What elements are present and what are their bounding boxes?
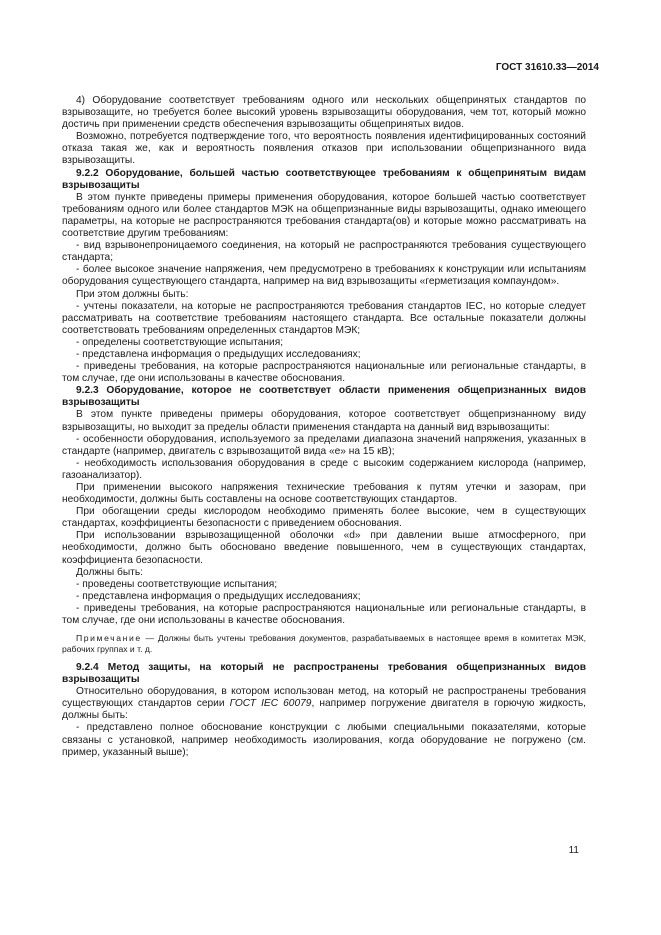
page-number: 11 bbox=[568, 845, 579, 856]
paragraph: При применении высокого напряжения технические требования к путям утечки и зазорам, при необходимости, должны быть составлены на основе соответствующих стандартов. bbox=[62, 482, 586, 506]
intro-text-end: , например погружение двигателя в горючую жидкость, должны быть: bbox=[62, 698, 587, 722]
list-item: - учтены показатели, на которые не распространяются требования стандартов IEC, но которые следует рассматривать на соответствие требованиям настоящего стандарта. Все остальные показатели должны соответствовать требованиям определенных стандартов МЭК; bbox=[62, 300, 586, 336]
section-heading-9-2-3: 9.2.3 Оборудование, которое не соответствует области применения общепризнанных видов взрывозащиты bbox=[62, 385, 586, 409]
paragraph bbox=[62, 686, 586, 722]
list-item: - более высокое значение напряжения, чем предусмотрено в требованиях к конструкции или испытаниям оборудования существующего стандарта, например на вид взрывозащиты «герметизация компаундом». bbox=[62, 264, 586, 288]
list-item: - особенности оборудования, используемого за пределами диапазона значений напряжения, указанных в стандарте (например, двигатель с взрывозащитой вида «е» на 15 кВ); bbox=[62, 433, 586, 457]
list-item: - вид взрывонепроницаемого соединения, на который не распространяются требования существующего стандарта; bbox=[62, 240, 586, 264]
paragraph: 4) Оборудование соответствует требованиям одного или нескольких общепринятых стандартов по взрывозащите, но требуется более высокий уровень взрывозащиты оборудования, чем тот, который можно достичь при применении средств обеспечения взрывозащиты общепринятых видов. bbox=[62, 95, 586, 131]
list-item: - представлено полное обоснование конструкции с любыми специальными показателями, которые связаны с установкой, например необходимость изолирования, когда оборудование не погружено (см. пример, указанный выше); bbox=[62, 722, 586, 758]
intro-text: Относительно оборудования, в котором использован метод, на который не распространены требования существующих стандартов серии bbox=[62, 686, 586, 710]
list-item: - приведены требования, на которые распространяются национальные или региональные стандарты, в том случае, где они использованы в качестве обоснования. bbox=[62, 361, 586, 385]
paragraph: Должны быть: bbox=[76, 566, 143, 578]
list-item: - представлена информация о предыдущих исследованиях; bbox=[76, 590, 361, 602]
paragraph: В этом пункте приведены примеры оборудования, которое соответствует общепризнанному виду взрывозащиты, но выходит за пределы области применения стандарта на данный вид взрывозащиты: bbox=[62, 409, 586, 433]
note-text: — Должны быть учтены требования документов, разрабатываемых в настоящее время в комитетах МЭК, рабочих группах и т. д. bbox=[62, 633, 586, 654]
paragraph: При этом должны быть: bbox=[76, 288, 189, 300]
list-item: - необходимость использования оборудования в среде с высоким содержанием кислорода (например, газоанализатор). bbox=[62, 457, 586, 481]
section-heading-9-2-4: 9.2.4 Метод защиты, на который не распространены требования общепризнанных видов взрывозащиты bbox=[62, 661, 586, 686]
standard-reference: ГОСТ IEC 60079 bbox=[229, 698, 312, 710]
page-body bbox=[62, 95, 586, 759]
note-label: Примечание bbox=[76, 633, 142, 644]
note bbox=[62, 633, 586, 654]
paragraph: При использовании взрывозащищенной оболочки «d» при давлении выше атмосферного, при необходимости, должно быть обосновано введение повышенного, чем в существующих стандартах, коэффициента безопасности. bbox=[62, 530, 586, 566]
paragraph: В этом пункте приведены примеры применения оборудования, которое большей частью соответствует требованиям одного или более стандартов МЭК на общепризнанные виды взрывозащиты, однако имеющего параметры, на которые не распространяются требования стандарта(ов) и которые можно рассматривать на соответствие другим требованиям: bbox=[62, 191, 586, 240]
list-item: - представлена информация о предыдущих исследованиях; bbox=[76, 348, 361, 360]
list-item: - определены соответствующие испытания; bbox=[76, 336, 284, 348]
list-item: - проведены соответствующие испытания; bbox=[76, 578, 278, 590]
paragraph: Возможно, потребуется подтверждение того, что вероятность появления идентифицированных состояний отказа такая же, как и вероятность появления отказов при использовании общепризнанного вида взрывозащиты. bbox=[62, 131, 586, 167]
document-header: ГОСТ 31610.33—2014 bbox=[495, 62, 599, 73]
list-item: - приведены требования, на которые распространяются национальные или региональные стандарты, в том случае, где они использованы в качестве обоснования. bbox=[62, 602, 586, 627]
paragraph: При обогащении среды кислородом необходимо применять более высокие, чем в существующих стандартах, коэффициенты безопасности с приведением обоснования. bbox=[62, 506, 586, 530]
section-heading-9-2-2: 9.2.2 Оборудование, большей частью соответствующее требованиям к общепринятым видам взрывозащиты bbox=[62, 167, 586, 191]
